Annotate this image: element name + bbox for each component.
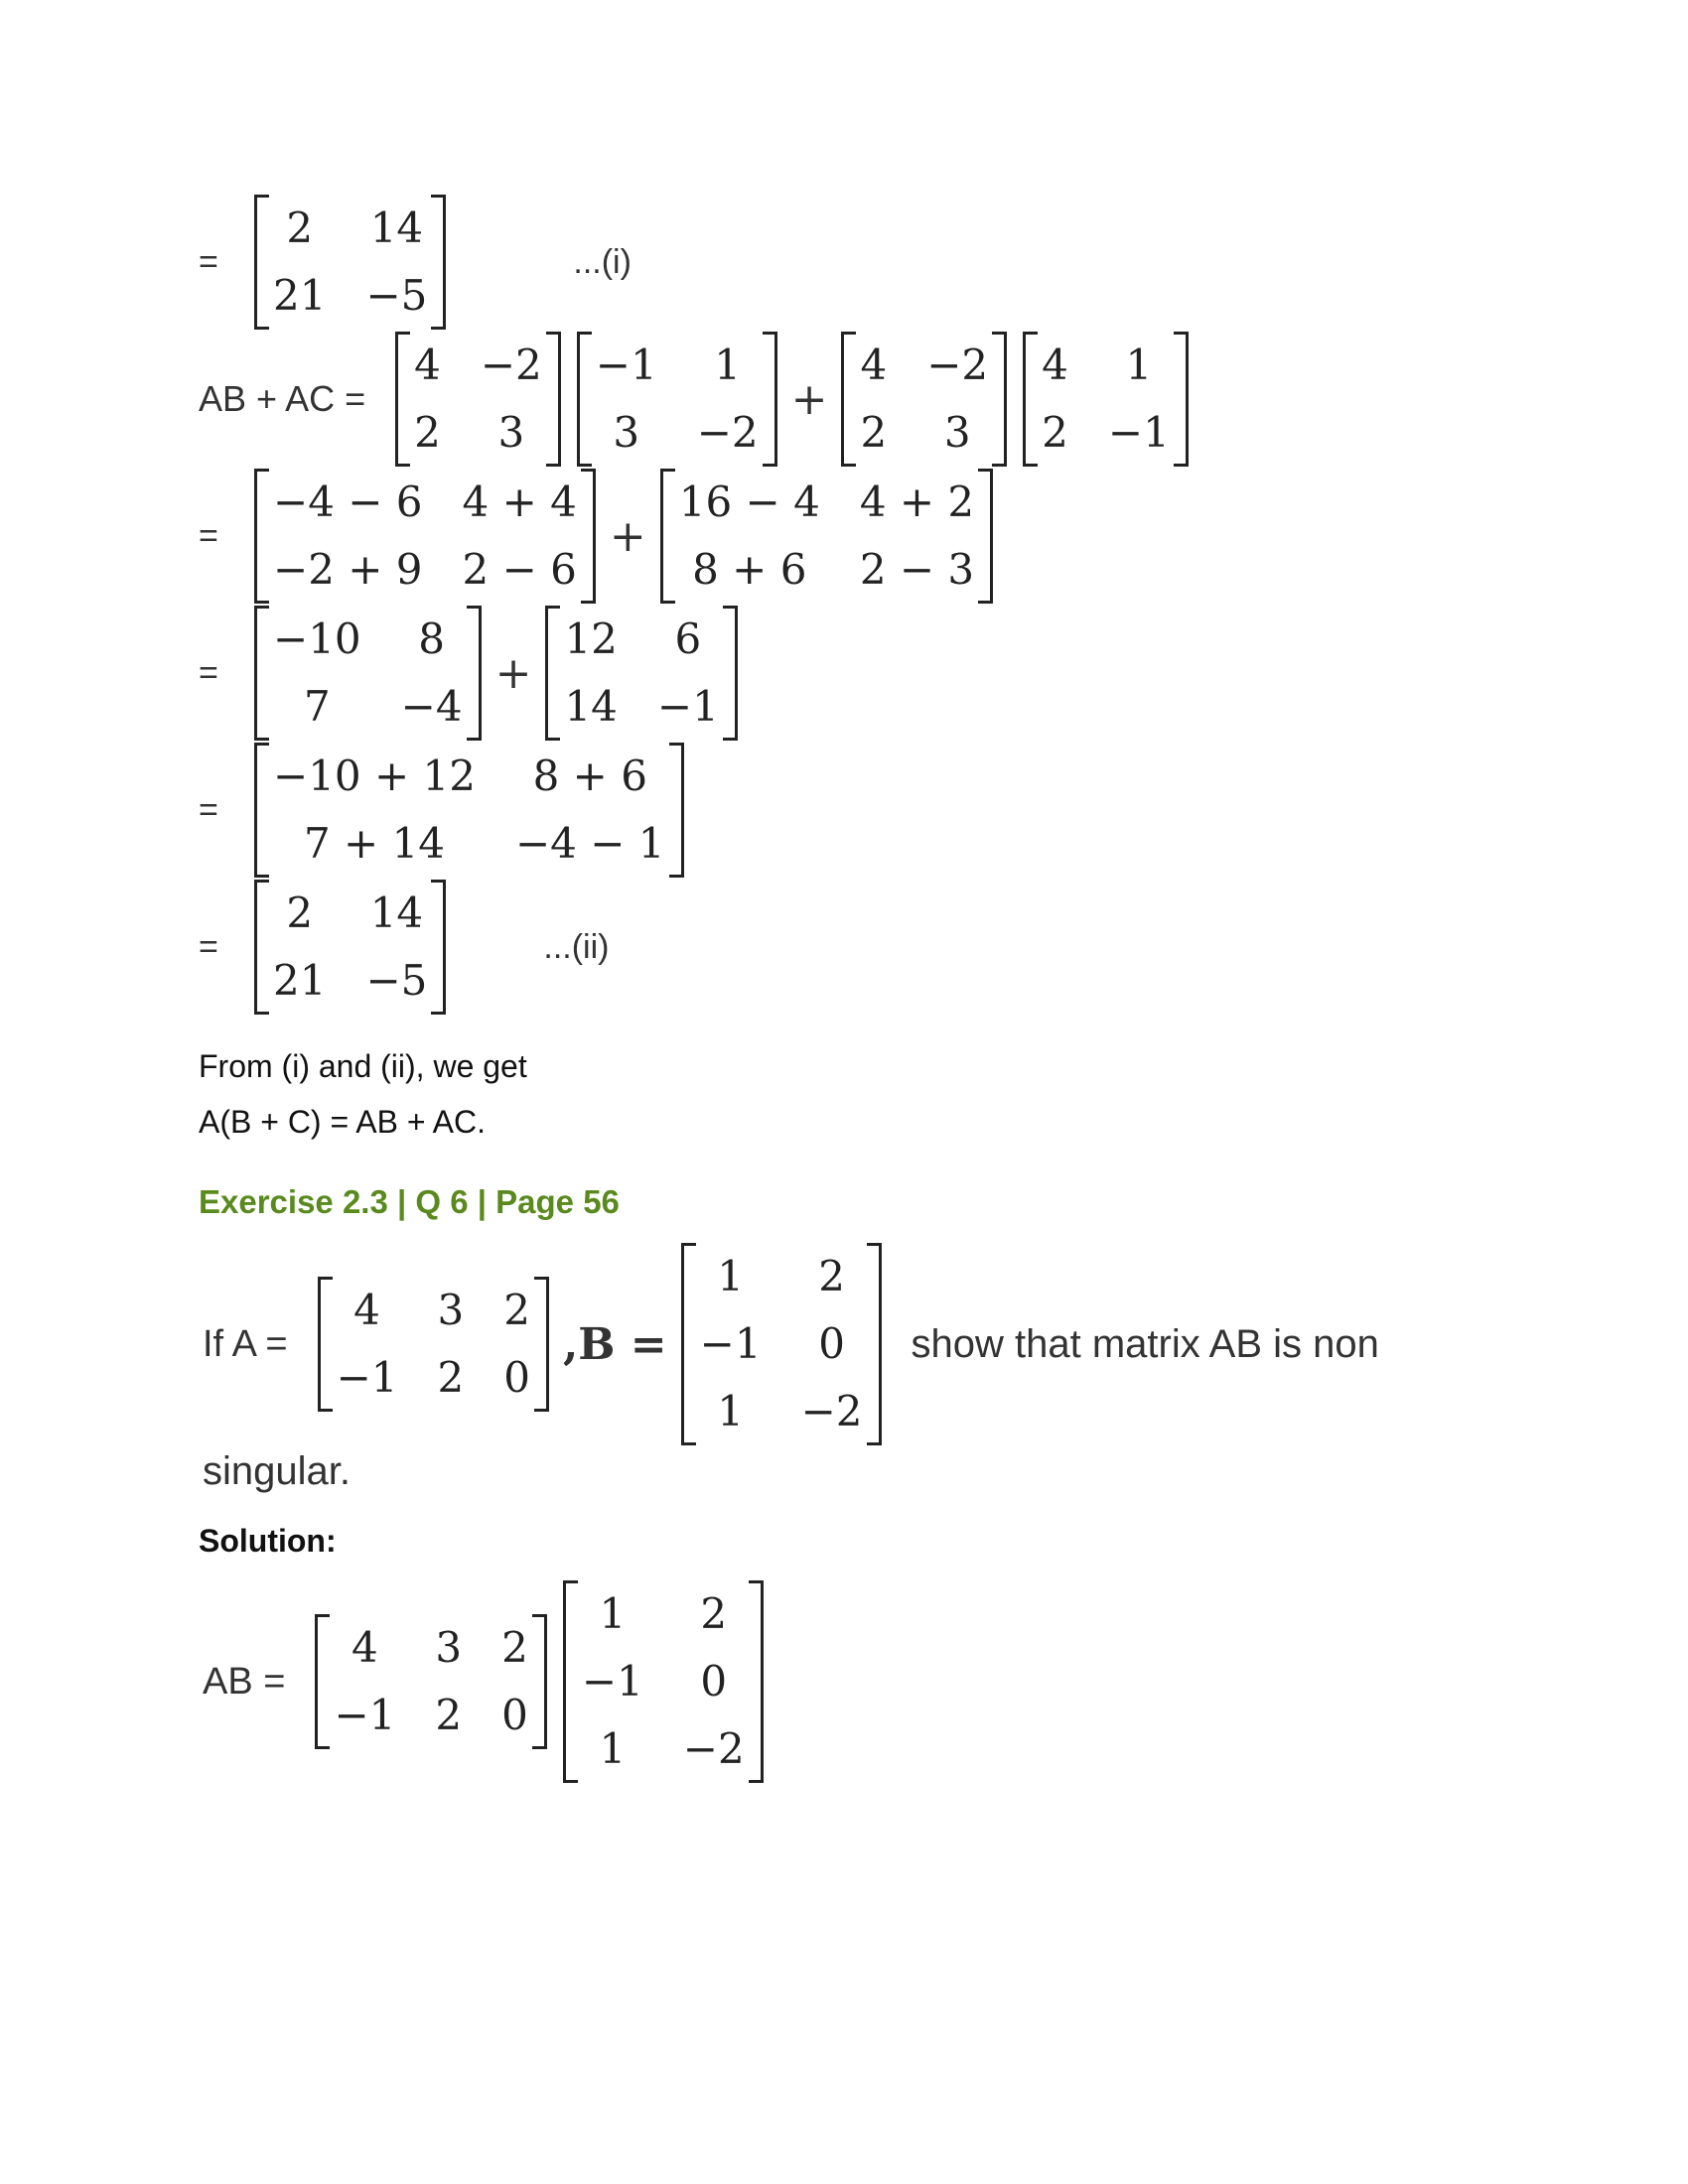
matrix-cell: 2 (818, 1252, 845, 1300)
equation-1 (199, 195, 632, 330)
matrix-cell: 3 (613, 408, 640, 457)
matrix-cell: 3 (943, 408, 971, 457)
matrix-cell: −1 (334, 1691, 396, 1739)
matrix-cell: −1 (1107, 408, 1170, 457)
matrix-cell: 7 (303, 682, 331, 731)
matrix-cell: 3 (497, 408, 525, 457)
matrix-cell: 3 (437, 1286, 465, 1334)
matrix-cell: −1 (595, 341, 657, 389)
matrix-cell: 21 (273, 271, 327, 320)
matrix-cell: −2 (682, 1724, 745, 1773)
matrix-cell: −1 (581, 1657, 643, 1706)
plus-sign: + (609, 510, 646, 562)
equation-4 (199, 606, 746, 741)
matrix-cell: 1 (717, 1387, 744, 1435)
matrix-cell: −1 (699, 1319, 762, 1368)
matrix-cell: 8 + 6 (692, 545, 807, 594)
matrix-cell: 2 − 3 (859, 545, 975, 594)
matrix-cell: 2 (860, 408, 888, 457)
matrix-cell: −1 (336, 1353, 398, 1402)
matrix-cell: 2 (503, 1286, 530, 1334)
matrix-cell: −2 (696, 408, 759, 457)
equation-5 (199, 743, 692, 878)
matrix (254, 606, 482, 741)
matrix (660, 469, 993, 604)
matrix-cell: 14 (369, 204, 424, 252)
matrix-cell: 0 (818, 1319, 845, 1368)
matrix-cell: 2 (414, 408, 441, 457)
matrix (395, 332, 561, 467)
matrix-cell: 2 (286, 888, 314, 937)
matrix-cell: −4 − 1 (514, 819, 665, 868)
matrix-cell: 14 (369, 888, 424, 937)
equation-tag: ...(ii) (543, 927, 610, 966)
solution-ab (199, 1580, 772, 1783)
matrix-cell: 3 (435, 1623, 463, 1672)
plus-sign: + (494, 647, 532, 699)
matrix-cell: −10 + 12 (273, 751, 476, 800)
matrix-cell: 7 + 14 (303, 819, 446, 868)
matrix-cell: 2 (700, 1589, 728, 1638)
matrix-cell: 2 (501, 1623, 528, 1672)
matrix-cell: −5 (365, 271, 428, 320)
matrix-cell: −2 (480, 341, 542, 389)
matrix-cell: −4 − 6 (273, 478, 423, 526)
equation-6 (199, 880, 609, 1015)
equation-tag: ...(i) (573, 242, 632, 281)
equals-sign: = (199, 927, 218, 966)
matrix (254, 195, 446, 330)
matrix-cell: 4 (860, 341, 888, 389)
equals-sign: = (199, 790, 218, 829)
matrix (577, 332, 777, 467)
equals-sign: = (199, 516, 218, 555)
exercise-heading: Exercise 2.3 | Q 6 | Page 56 (199, 1183, 620, 1220)
result-text: A(B + C) = AB + AC. (199, 1104, 487, 1140)
matrix-cell: 2 (286, 204, 314, 252)
matrix-cell: 21 (273, 956, 327, 1005)
matrix-cell: 14 (564, 682, 618, 731)
matrix-cell: 12 (564, 614, 618, 663)
matrix-a (315, 1614, 546, 1749)
matrix-a (318, 1277, 549, 1412)
matrix-cell: 4 (1042, 341, 1068, 389)
from-text: From (i) and (ii), we get (199, 1048, 527, 1084)
comma-b-label: ,B = (562, 1318, 667, 1370)
matrix-cell: 1 (1125, 341, 1153, 389)
equation-3 (199, 469, 1001, 604)
question (199, 1243, 1379, 1445)
matrix-cell: −2 + 9 (273, 545, 423, 594)
matrix-b (681, 1243, 882, 1445)
question-continuation: singular. (203, 1449, 351, 1493)
matrix-cell: 4 (414, 341, 441, 389)
matrix-cell: 0 (501, 1691, 528, 1739)
question-prefix: If A = (203, 1322, 288, 1365)
matrix-cell: 2 − 6 (462, 545, 577, 594)
matrix-cell: −5 (365, 956, 428, 1005)
matrix-cell: 8 + 6 (532, 751, 647, 800)
equation-label: AB + AC = (199, 378, 366, 419)
matrix (254, 469, 596, 604)
matrix-cell: −4 (400, 682, 463, 731)
matrix-cell: −2 (800, 1387, 863, 1435)
matrix (545, 606, 737, 741)
matrix-cell: −2 (926, 341, 989, 389)
solution-label: Solution: (199, 1523, 337, 1559)
ab-label: AB = (203, 1660, 286, 1703)
matrix (841, 332, 1007, 467)
equals-sign: = (199, 653, 218, 692)
matrix-cell: 16 − 4 (678, 478, 820, 526)
matrix-cell: 0 (700, 1657, 728, 1706)
equals-sign: = (199, 242, 218, 281)
matrix-cell: 4 (352, 1623, 378, 1672)
matrix-cell: 0 (503, 1353, 530, 1402)
matrix (254, 743, 684, 878)
matrix-cell: 2 (437, 1353, 465, 1402)
matrix-cell: 8 (418, 614, 445, 663)
matrix-cell: 4 + 4 (462, 478, 577, 526)
matrix-cell: −10 (273, 614, 361, 663)
plus-sign: + (790, 373, 828, 425)
matrix-cell: −1 (656, 682, 719, 731)
matrix-b (563, 1580, 764, 1783)
matrix-cell: 1 (599, 1724, 627, 1773)
matrix-cell: 4 (353, 1286, 380, 1334)
equation-2 (199, 332, 1196, 467)
matrix-cell: 6 (674, 614, 702, 663)
matrix-cell: 2 (1042, 408, 1068, 457)
matrix (254, 880, 446, 1015)
question-suffix: show that matrix AB is non (911, 1321, 1379, 1366)
matrix-cell: 1 (714, 341, 742, 389)
matrix (1023, 332, 1189, 467)
matrix-cell: 1 (717, 1252, 744, 1300)
matrix-cell: 4 + 2 (859, 478, 975, 526)
matrix-cell: 2 (435, 1691, 463, 1739)
matrix-cell: 1 (599, 1589, 627, 1638)
